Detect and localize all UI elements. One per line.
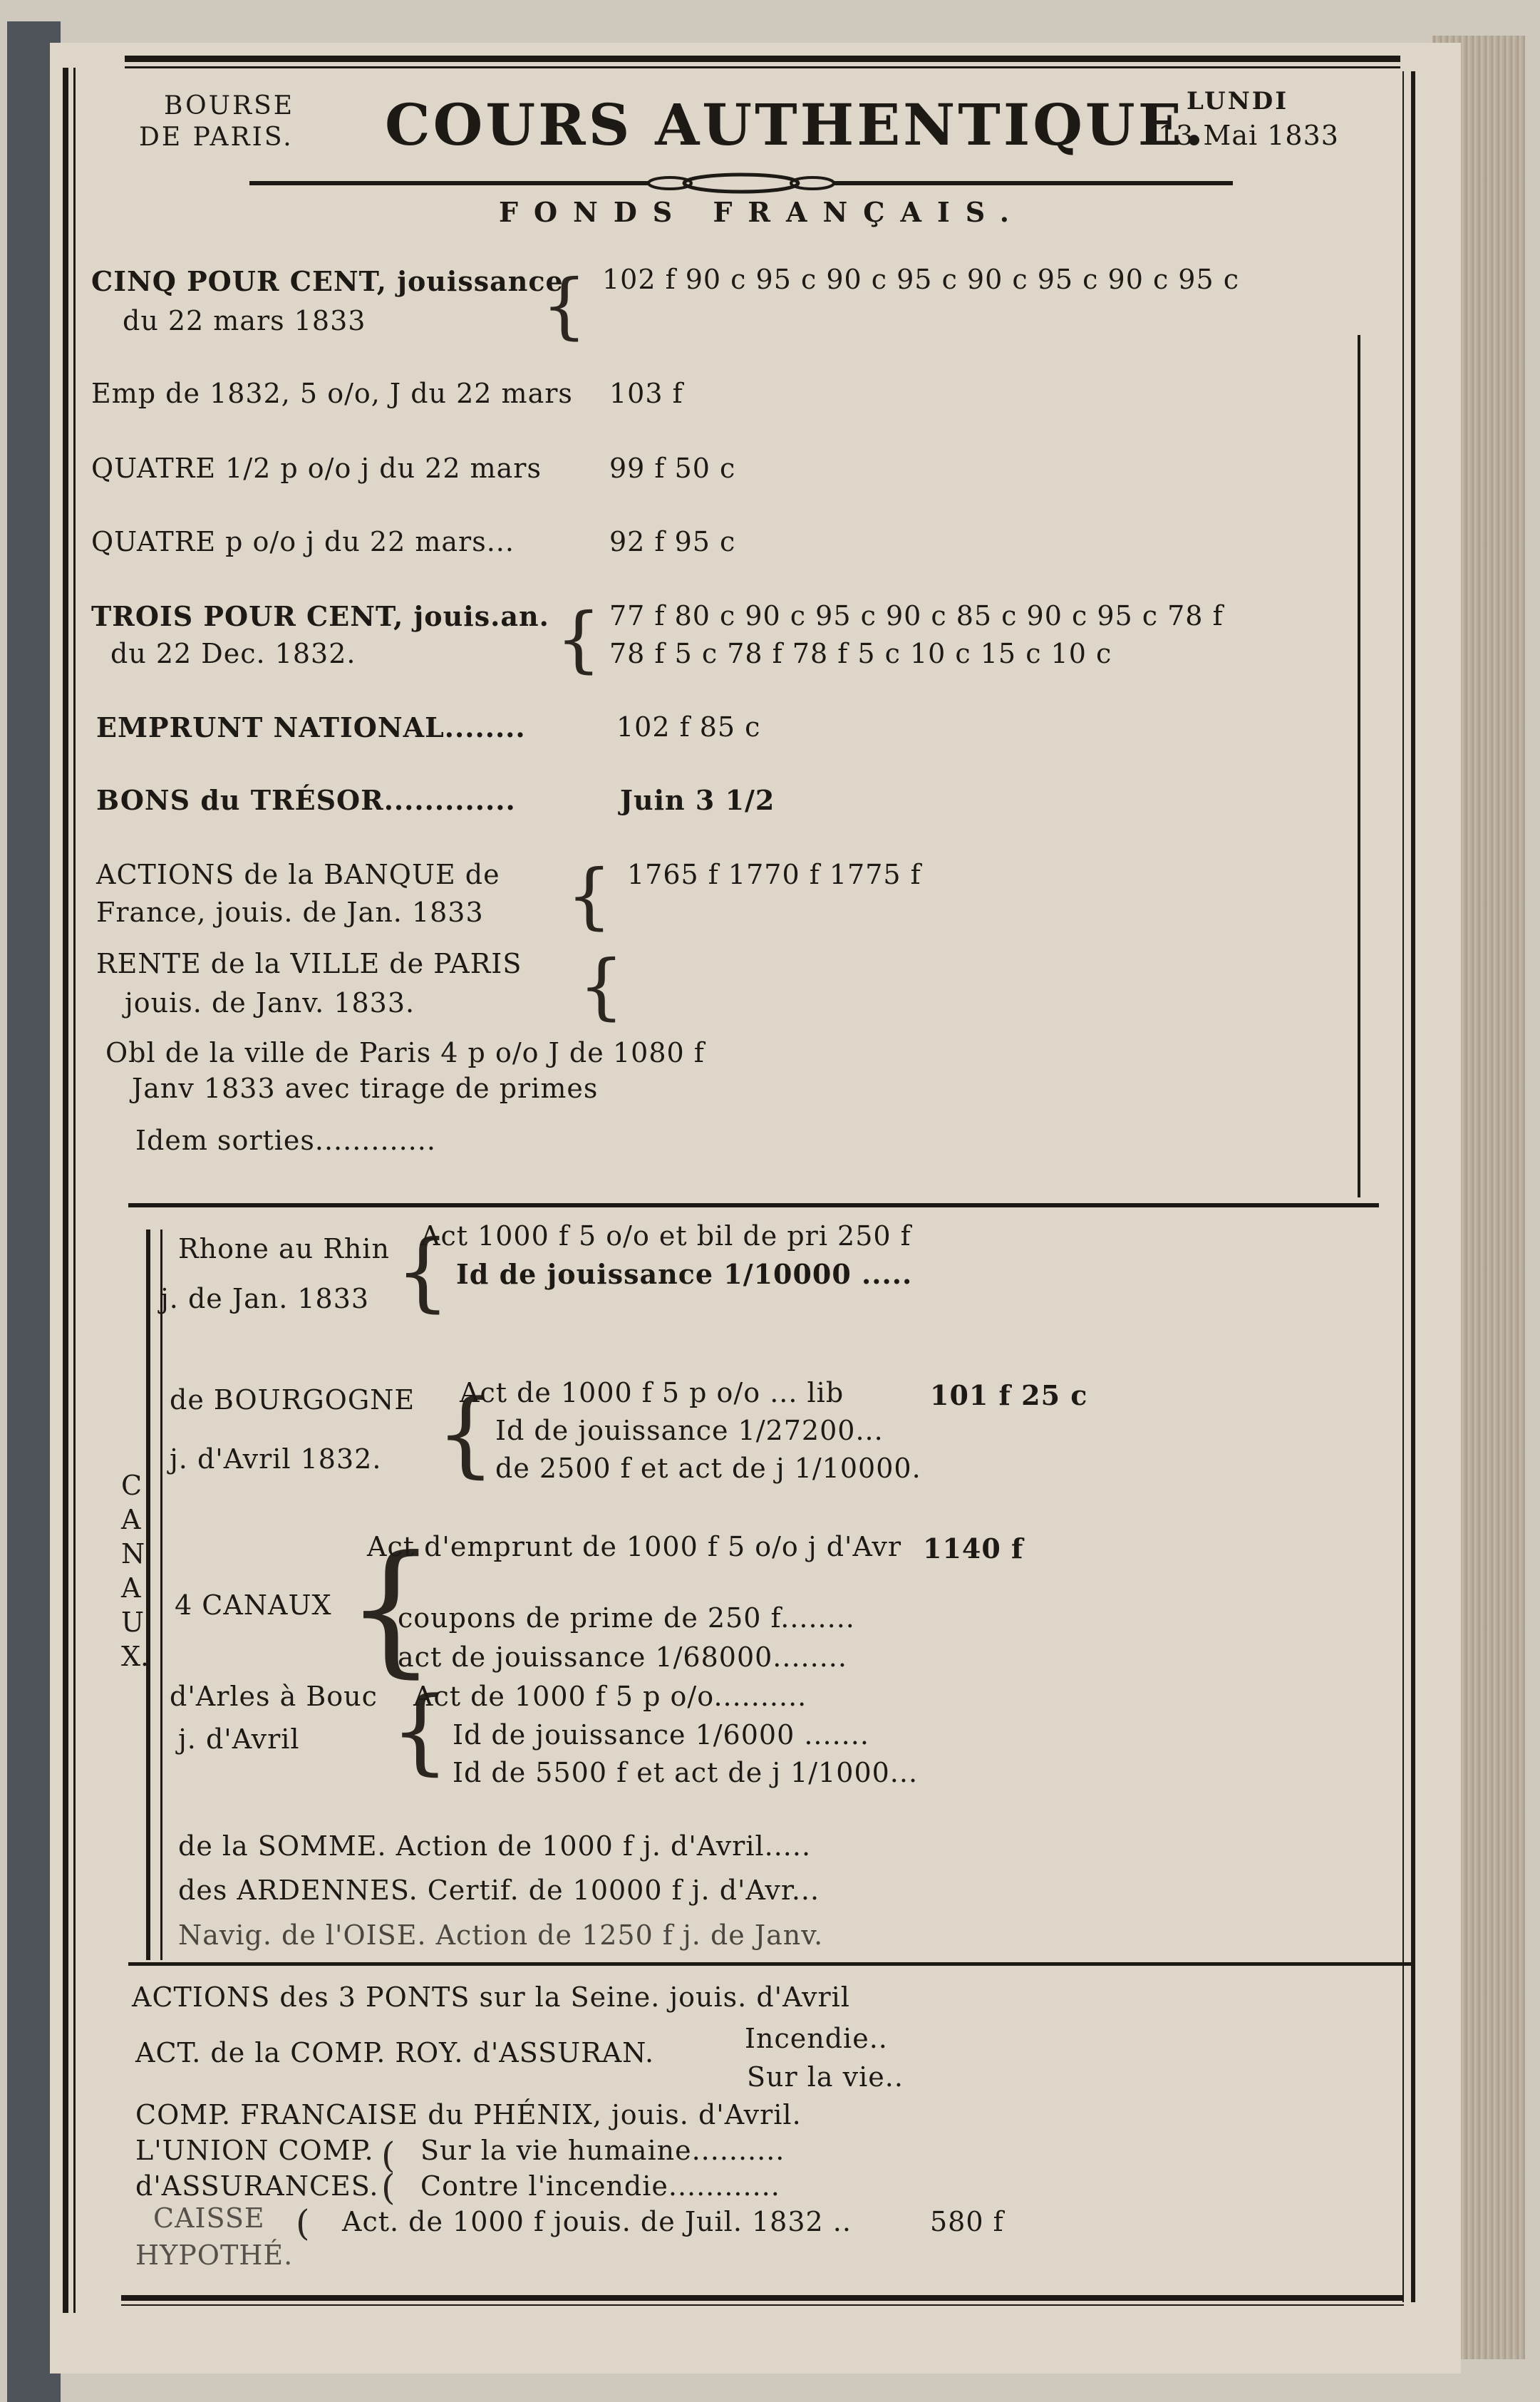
section-rule <box>1358 335 1360 1197</box>
brace: ( <box>381 2135 396 2176</box>
brace: ( <box>381 2167 396 2208</box>
union-assurances: d'ASSURANCES. <box>135 2170 379 2202</box>
frame-top-thin <box>125 66 1400 68</box>
fonds-row-label: CINQ POUR CENT, jouissance <box>91 265 564 297</box>
fonds-row-value: 102 f 90 c 95 c 90 c 95 c 90 c 95 c 90 c 95 c <box>602 264 1240 295</box>
canal-quatre-line: act de jouissance 1/68000........ <box>398 1641 847 1673</box>
fonds-row-label: QUATRE p o/o j du 22 mars... <box>91 526 515 557</box>
canal-arles-line: Act de 1000 f 5 p o/o.......... <box>413 1681 807 1712</box>
section-divider-canaux <box>128 1203 1379 1207</box>
header-day: LUNDI <box>1187 87 1289 115</box>
comp-roy-vie: Sur la vie.. <box>747 2061 904 2093</box>
fonds-row-label: EMPRUNT NATIONAL........ <box>96 711 526 743</box>
fonds-row-label: Idem sorties............. <box>135 1125 436 1156</box>
canal-oise: Navig. de l'OISE. Action de 1250 f j. de Janv. <box>178 1919 824 1951</box>
caisse-value: Act. de 1000 f jouis. de Juil. 1832 .. <box>342 2206 852 2237</box>
canal-rhone-line: Id de jouissance 1/10000 ..... <box>456 1258 913 1290</box>
section-divider-assurances <box>128 1962 1415 1966</box>
page-title: COURS AUTHENTIQUE. <box>385 91 1207 158</box>
brace: { <box>567 854 612 937</box>
canal-quatre-line: Act d'emprunt de 1000 f 5 o/o j d'Avr <box>367 1531 902 1562</box>
fonds-row-value: 77 f 80 c 90 c 95 c 90 c 85 c 90 c 95 c 78 f <box>609 600 1224 632</box>
fonds-row-sublabel: du 22 mars 1833 <box>123 305 366 336</box>
canal-bourgogne-line: de 2500 f et act de j 1/10000. <box>495 1453 921 1484</box>
fonds-row-label: Emp de 1832, 5 o/o, J du 22 mars <box>91 378 573 409</box>
fonds-row-value-2: 78 f 5 c 78 f 78 f 5 c 10 c 15 c 10 c <box>609 638 1112 669</box>
caisse-label: CAISSE <box>153 2202 265 2234</box>
brace: { <box>436 1379 495 1488</box>
canal-bourgogne-jouis: j. d'Avril 1832. <box>170 1443 382 1475</box>
canal-bourgogne-name: de BOURGOGNE <box>170 1384 415 1416</box>
fonds-row-sublabel: France, jouis. de Jan. 1833 <box>96 897 484 928</box>
canal-rhone-name: Rhone au Rhin <box>178 1233 390 1264</box>
canal-somme: de la SOMME. Action de 1000 f j. d'Avril..... <box>178 1830 812 1862</box>
fonds-row-value: 1080 f <box>613 1037 705 1068</box>
frame-right <box>1411 71 1415 2302</box>
ornament-center <box>684 175 798 192</box>
union-incendie: Contre l'incendie............ <box>420 2170 780 2202</box>
canal-ardennes: des ARDENNES. Certif. de 10000 f j. d'Avr... <box>178 1875 820 1906</box>
canal-arles-jouis: j. d'Avril <box>178 1723 300 1755</box>
canal-rhone-line: Act 1000 f 5 o/o et bil de pri 250 f <box>420 1220 911 1252</box>
fonds-row-label: TROIS POUR CENT, jouis.an. <box>91 600 549 632</box>
canal-arles-line: Id de jouissance 1/6000 ....... <box>453 1719 869 1751</box>
canal-quatre-line: coupons de prime de 250 f........ <box>398 1602 855 1634</box>
frame-bottom-thin <box>121 2304 1404 2306</box>
header-de-paris: DE PARIS. <box>139 123 294 152</box>
fonds-row-value: Juin 3 1/2 <box>620 784 775 816</box>
caisse-label-2: HYPOTHÉ. <box>135 2239 294 2271</box>
fonds-row-value: 99 f 50 c <box>609 453 736 484</box>
canal-arles-name: d'Arles à Bouc <box>170 1681 378 1712</box>
brace: { <box>579 944 624 1028</box>
fonds-row-label: BONS du TRÉSOR............. <box>96 784 516 816</box>
fonds-row-label: RENTE de la VILLE de PARIS <box>96 948 522 979</box>
fonds-row-value: 103 f <box>609 378 683 409</box>
frame-left <box>63 68 68 2313</box>
fonds-row-sublabel: jouis. de Janv. 1833. <box>125 987 415 1019</box>
canal-bourgogne-line: Id de jouissance 1/27200... <box>495 1415 884 1446</box>
canal-quatre-name: 4 CANAUX <box>175 1589 332 1621</box>
header-date: 13 Mai 1833 <box>1158 120 1339 151</box>
fonds-row-value: 1765 f 1770 f 1775 f <box>627 859 921 890</box>
canaux-vertical-rule-inner <box>160 1230 162 1960</box>
canal-bourgogne-value: 101 f 25 c <box>930 1379 1088 1411</box>
union-comp: L'UNION COMP. <box>135 2135 374 2166</box>
union-vie: Sur la vie humaine.......... <box>420 2135 785 2166</box>
fonds-row-label: ACTIONS de la BANQUE de <box>96 859 500 890</box>
brace: { <box>396 1222 450 1321</box>
frame-left-inner <box>73 68 76 2313</box>
actions-ponts: ACTIONS des 3 PONTS sur la Seine. jouis. d'Avril <box>132 1981 850 2013</box>
brace: ( <box>296 2202 310 2244</box>
canal-bourgogne-line: Act de 1000 f 5 p o/o ... lib <box>460 1377 844 1408</box>
canaux-vertical-label: CANAUX. <box>121 1470 150 1672</box>
comp-roy-incendie: Incendie.. <box>745 2023 888 2054</box>
fonds-row-label: Obl de la ville de Paris 4 p o/o J de <box>105 1037 604 1068</box>
brace: { <box>556 597 601 681</box>
brace: { <box>391 1676 450 1785</box>
comp-roy-assurance: ACT. de la COMP. ROY. d'ASSURAN. <box>135 2037 655 2068</box>
section-fonds-francais: FONDS FRANÇAIS. <box>499 196 1025 228</box>
frame-right-inner <box>1402 71 1404 2302</box>
frame-top-thick <box>125 56 1400 62</box>
fonds-row-value: 92 f 95 c <box>609 526 736 557</box>
ornamental-rule <box>249 172 1233 194</box>
comp-phenix: COMP. FRANCAISE du PHÉNIX, jouis. d'Avril. <box>135 2099 802 2130</box>
brace: { <box>542 264 587 347</box>
brace: { <box>346 1525 437 1691</box>
fonds-row-sublabel: Janv 1833 avec tirage de primes <box>132 1073 599 1104</box>
canal-rhone-jouis: j. de Jan. 1833 <box>160 1283 370 1314</box>
frame-bottom <box>121 2295 1404 2301</box>
canal-quatre-value: 1140 f <box>923 1532 1024 1565</box>
caisse-price: 580 f <box>930 2206 1004 2237</box>
fonds-row-label: QUATRE 1/2 p o/o j du 22 mars <box>91 453 542 484</box>
fonds-row-value: 102 f 85 c <box>616 711 761 743</box>
header-bourse: BOURSE <box>164 91 295 120</box>
fonds-row-sublabel: du 22 Dec. 1832. <box>110 638 356 669</box>
canal-arles-line: Id de 5500 f et act de j 1/1000... <box>453 1757 919 1788</box>
